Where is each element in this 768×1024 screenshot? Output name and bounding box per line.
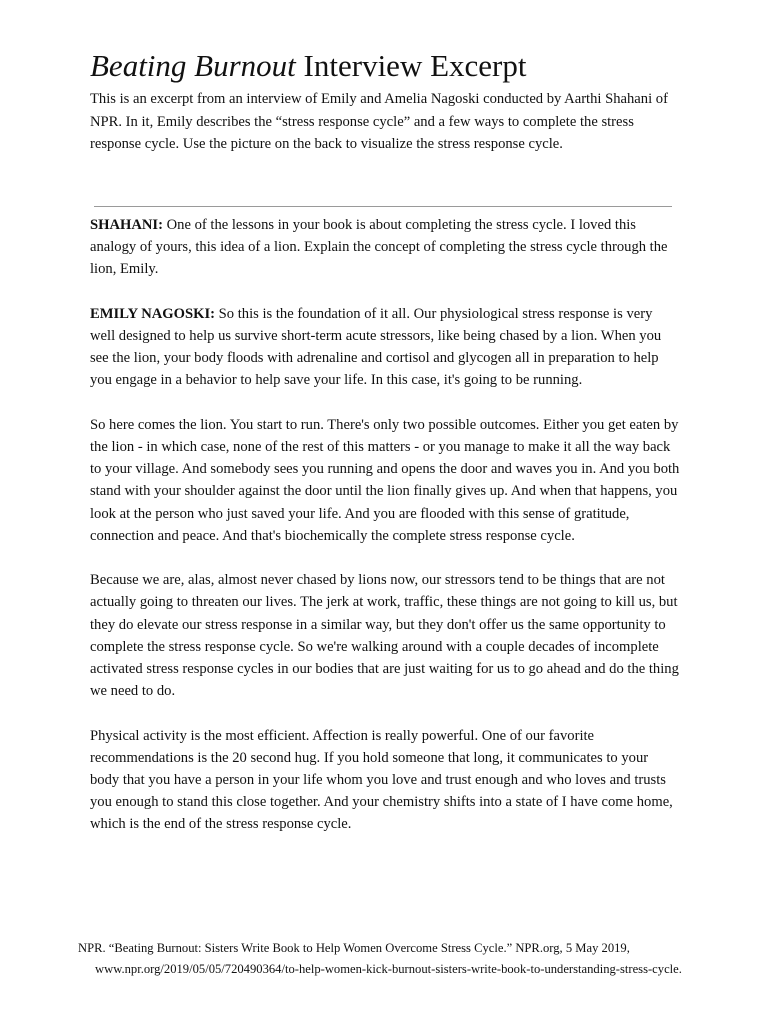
paragraph-text: Physical activity is the most efficient. Affection is really powerful. One of our favorite recommendations is the 20 second hug. If you hold someone that long, it communicates to your body that you have a person in your life whom you love and trust enough and who loves and trusts you enough to stand this close together. And your chemistry shifts into a state of I have come home, which is the end of the stress response cycle. — [90, 727, 673, 833]
intro-paragraph: This is an excerpt from an interview of Emily and Amelia Nagoski conducted by Aarthi Shahani of NPR. In it, Emily describes the “stress response cycle” and a few ways to complete the stress response cycle. Use the picture on the back to visualize the stress response cycle. — [90, 91, 668, 153]
interview-body — [90, 214, 680, 858]
title-rest-part: Interview Excerpt — [295, 48, 527, 83]
paragraph-lion-story — [90, 414, 680, 547]
citation-url: www.npr.org/2019/05/05/720490364/to-help-women-kick-burnout-sisters-write-book-to-understanding-stress-cycle. — [95, 962, 682, 976]
paragraph-modern-stressors — [90, 569, 680, 702]
speaker-label: EMILY NAGOSKI: — [90, 305, 216, 322]
citation-line-1: NPR. “Beating Burnout: Sisters Write Book to Help Women Overcome Stress Cycle.” NPR.org, 5 May 2019, — [78, 941, 630, 955]
paragraph-text: Because we are, alas, almost never chased by lions now, our stressors tend to be things that are not actually going to threaten our lives. The jerk at work, traffic, these things are not going to kill us, but they do elevate our stress response in a similar way, but they don't offer us the same opportunity to complete the stress response cycle. So we're walking around with a couple decades of incomplete activated stress response cycles in our bodies that are just waiting for us to go ahead and do the thing we need to do. — [90, 572, 679, 700]
document-title — [90, 46, 526, 86]
title-italic-part: Beating Burnout — [90, 48, 296, 83]
paragraph-text: So this is the foundation of it all. Our physiological stress response is very well designed to help us survive short-term acute stressors, like being chased by a lion. When you see the lion, your body floods with adrenaline and cortisol and glycogen all in preparation to help you engage in a behavior to help save your life. In this case, it's going to be running. — [90, 305, 662, 389]
paragraph-emily-answer — [90, 303, 680, 392]
speaker-label: SHAHANI: — [90, 217, 163, 233]
paragraph-text: So here comes the lion. You start to run. There's only two possible outcomes. Either you get eaten by the lion - in which case, none of the rest of this matters - or you manage to make it all the way back to your village. And somebody sees you running and opens the door and waves you in. And you both stand with your shoulder against the door until the lion finally gives up. And when that happens, you look at the person who just saved your life. And you are flooded with this sense of gratitude, connection and peace. And that's biochemically the complete stress response cycle. — [90, 416, 680, 544]
paragraph-completing-cycle — [90, 725, 680, 836]
horizontal-divider — [94, 206, 672, 207]
paragraph-shahani-question — [90, 214, 680, 281]
paragraph-text: One of the lessons in your book is about completing the stress cycle. I loved this analogy of yours, this idea of a lion. Explain the concept of completing the stress cycle through the lion, Emily. — [90, 217, 668, 278]
citation — [78, 938, 758, 980]
